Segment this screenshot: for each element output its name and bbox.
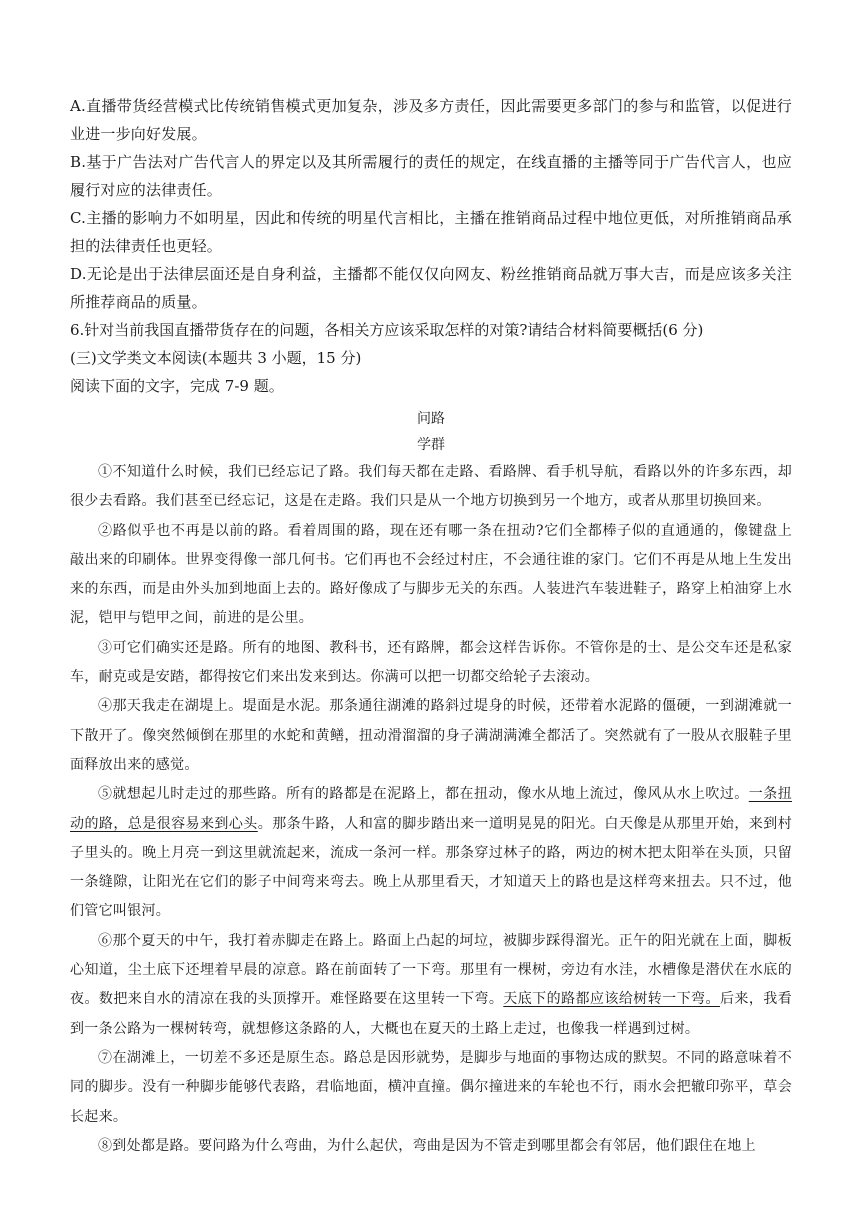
section-title: (三)文学类文本阅读(本题共 3 小题，15 分) bbox=[70, 349, 362, 367]
paragraph-8: ⑧到处都是路。要问路为什么弯曲，为什么起伏，弯曲是因为不管走到哪里都会有邻居，他们跟住在地上 bbox=[98, 1137, 756, 1154]
paragraph-5-part-1: ⑤就想起儿时走过的那些路。所有的路都是在泥路上，都在扭动，像水从地上流过，像风从水上吹过。 bbox=[98, 786, 749, 803]
option-a: A.直播带货经营模式比传统销售模式更加复杂，涉及多方责任，因此需要更多部门的参与和监管，以促进行业进一步向好发展。 bbox=[70, 97, 792, 143]
paragraph-1: ①不知道什么时候，我们已经忘记了路。我们每天都在走路、看路牌、看手机导航，看路以外的许多东西，却很少去看路。我们甚至已经忘记，这是在走路。我们只是从一个地方切换到另一个地方，或者从那里切换回来。 bbox=[70, 464, 792, 510]
paragraph-7: ⑦在湖滩上，一切差不多还是原生态。路总是因形就势，是脚步与地面的事物达成的默契。不同的路意味着不同的脚步。没有一种脚步能够代表路，君临地面，横冲直撞。偶尔撞进来的车轮也不行，雨水会把辙印弥平，草会长起来。 bbox=[70, 1049, 792, 1125]
underlined-sentence-1: 一条扭动的路，总是很容易来到心头 bbox=[70, 786, 793, 832]
option-d: D.无论是出于法律层面还是自身利益，主播都不能仅仅向网友、粉丝推销商品就万事大吉，而是应该多关注所推荐商品的质量。 bbox=[70, 265, 792, 311]
article-author: 学群 bbox=[417, 437, 445, 453]
document-page bbox=[70, 92, 792, 1161]
paragraph-6-part-1: ⑥那个夏天的中午，我打着赤脚走在路上。路面上凸起的坷垃，被脚步踩得溜光。正午的阳光就在上面，脚板心知道，尘土底下还埋着早晨的凉意。路在前面转了一下弯。那里有一棵树，旁边有水洼，水槽像是潜伏在水底的夜。数把来自水的清凉在我的头顶撑开。难怪路要在这里转一下弯。 bbox=[70, 932, 792, 1008]
option-c: C.主播的影响力不如明星，因此和传统的明星代言相比，主播在推销商品过程中地位更低，对所推销商品承担的法律责任也更轻。 bbox=[70, 209, 792, 255]
underlined-sentence-2: 天底下的路都应该给树转一下弯。 bbox=[503, 991, 720, 1008]
question-6: 6.针对当前我国直播带货存在的问题，各相关方应该采取怎样的对策?请结合材料简要概括(6 分) bbox=[70, 321, 704, 339]
article-title: 问路 bbox=[417, 411, 445, 427]
instruction: 阅读下面的文字，完成 7-9 题。 bbox=[70, 377, 284, 395]
paragraph-2: ②路似乎也不再是以前的路。看着周围的路，现在还有哪一条在扭动?它们全都棒子似的直通通的，像键盘上敲出来的印刷体。世界变得像一部几何书。它们再也不会经过村庄，不会通往谁的家门。它们不再是从地上生发出来的东西，而是由外头加到地面上去的。路好像成了与脚步无关的东西。人装进汽车装进鞋子，路穿上柏油穿上水泥，铠甲与铠甲之间，前进的是公里。 bbox=[70, 522, 792, 627]
paragraph-6-part-2: 后来，我看到一条公路为一棵树转弯，就想修这条路的人，大概也在夏天的土路上走过，也像我一样遇到过树。 bbox=[70, 991, 793, 1037]
paragraph-4: ④那天我走在湖堤上。堤面是水泥。那条通往湖滩的路斜过堤身的时候，还带着水泥路的僵硬，一到湖滩就一下散开了。像突然倾倒在那里的水蛇和黄鳝，扭动滑溜溜的身子满湖满滩全都活了。突然就有了一股从衣服鞋子里面释放出来的感觉。 bbox=[70, 698, 792, 773]
option-b: B.基于广告法对广告代言人的界定以及其所需履行的责任的规定，在线直播的主播等同于广告代言人，也应履行对应的法律责任。 bbox=[70, 153, 792, 199]
paragraph-5 bbox=[70, 780, 792, 926]
paragraph-6 bbox=[70, 927, 792, 1044]
paragraph-5-part-2: 。那条牛路，人和富的脚步踏出来一道明晃晃的阳光。白天像是从那里开始，来到村子里头的。晚上月亮一到这里就流起来，流成一条河一样。那条穿过林子的路，两边的树木把太阳举在头顶，只留一条缝隙，让阳光在它们的影子中间弯来弯去。晚上从那里看天，才知道天上的路也是这样弯来扭去。只不过，他们管它叫银河。 bbox=[70, 815, 792, 920]
paragraph-3: ③可它们确实还是路。所有的地图、教科书，还有路牌，都会这样告诉你。不管你是的士、是公交车还是私家车，耐克或是安踏，都得按它们来出发来到达。你满可以把一切都交给轮子去滚动。 bbox=[70, 639, 792, 686]
